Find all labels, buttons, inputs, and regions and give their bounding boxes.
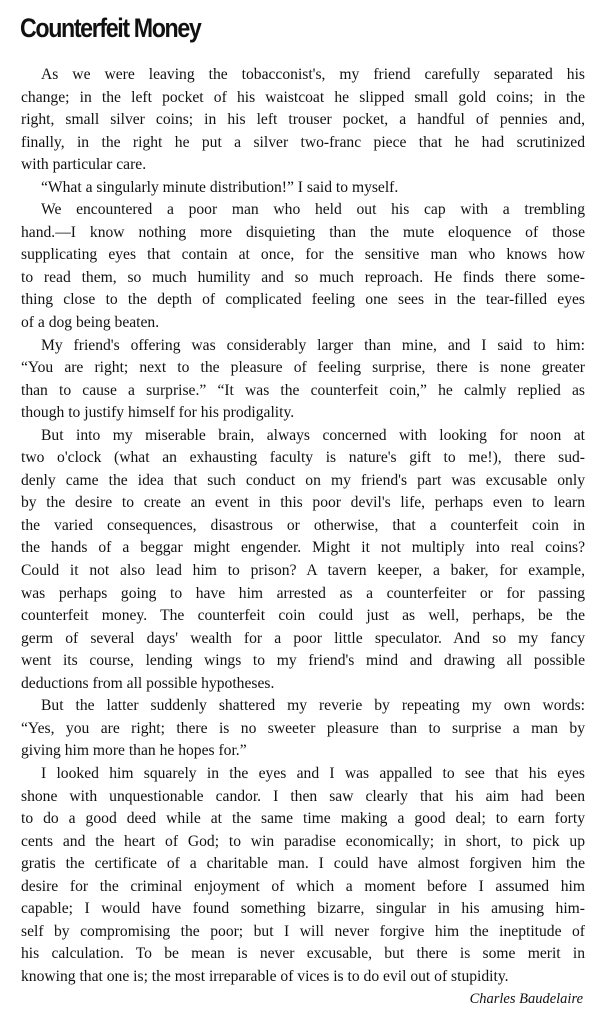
text-line: of a dog being beaten. <box>21 314 160 332</box>
document-title: Counterfeit Money <box>20 13 201 43</box>
paragraph <box>21 763 585 988</box>
text-line: finally, in the right he put a silver two-franc piece that he had scrutinized <box>21 133 585 151</box>
text-line: the hands of a beggar might engender. Might it not multiply into real coins? <box>21 539 585 557</box>
text-line: capable; I would have found something bizarre, singular in his amusing him- <box>21 900 585 918</box>
text-line: shone with unquestionable candor. I then saw clearly that his aim had been <box>21 787 585 805</box>
text-line: self by compromising the poor; but I will never forgive him the ineptitude of <box>21 922 585 940</box>
paragraph <box>21 695 585 763</box>
text-line: But into my miserable brain, always concerned with looking for noon at <box>41 426 585 444</box>
text-line: change; in the left pocket of his waistcoat he slipped small gold coins; in the <box>21 88 585 106</box>
paragraph <box>21 64 585 177</box>
text-line: two o'clock (what an exhausting faculty is nature's gift to me!), there sud- <box>21 449 585 467</box>
author-signature: Charles Baudelaire <box>469 991 583 1008</box>
text-line: But the latter suddenly shattered my reverie by repeating my own words: <box>41 697 585 715</box>
text-line: Could it not also lead him to prison? A tavern keeper, a baker, for example, <box>21 562 585 580</box>
text-line: As we were leaving the tobacconist's, my friend carefully separated his <box>41 66 585 83</box>
text-line: “You are right; next to the pleasure of feeling surprise, there is none greater <box>21 359 585 377</box>
paragraph <box>21 425 585 696</box>
text-line: his calculation. To be mean is never excusable, but there is some merit in <box>21 945 585 963</box>
text-line: cents and the heart of God; to win paradise economically; in short, to pick up <box>21 832 585 850</box>
text-line: though to justify himself for his prodigality. <box>21 404 295 422</box>
paragraph <box>21 199 585 334</box>
paragraph <box>21 335 585 425</box>
text-line: “Yes, you are right; there is no sweeter pleasure than to surprise a man by <box>21 719 585 737</box>
text-line: We encountered a poor man who held out his cap with a trembling <box>41 201 585 219</box>
text-line: to read them, so much humility and so much reproach. He finds there some- <box>21 268 585 286</box>
text-line: counterfeit money. The counterfeit coin could just as well, perhaps, be the <box>21 607 585 625</box>
text-line: knowing that one is; the most irreparable of vices is to do evil out of stupidity. <box>21 967 509 985</box>
text-line: I looked him squarely in the eyes and I was appalled to see that his eyes <box>41 764 585 782</box>
paragraph <box>21 177 585 200</box>
text-line: right, small silver coins; in his left trouser pocket, a handful of pennies and, <box>21 111 585 129</box>
text-line: than to cause a surprise.” “It was the counterfeit coin,” he calmly replied as <box>21 381 585 399</box>
text-line: went its course, lending wings to my friend's mind and drawing all possible <box>21 652 585 670</box>
text-line: by the desire to create an event in this poor devil's life, perhaps even to learn <box>21 494 585 512</box>
text-line: the varied consequences, disastrous or otherwise, that a counterfeit coin in <box>21 516 585 534</box>
document-body <box>21 64 585 1011</box>
text-line: hand.—I know nothing more disquieting than the mute eloquence of those <box>21 223 585 241</box>
text-line: giving him more than he hopes for.” <box>21 742 247 760</box>
text-line: My friend's offering was considerably larger than mine, and I said to him: <box>41 336 585 354</box>
text-line: to do a good deed while at the same time making a good deal; to earn forty <box>21 810 585 828</box>
text-line: thing close to the depth of complicated feeling one sees in the tear-filled eyes <box>21 291 585 309</box>
text-line: desire for the criminal enjoyment of which a moment before I assumed him <box>21 877 585 895</box>
text-line: germ of several days' wealth for a poor little speculator. And so my fancy <box>21 629 585 647</box>
text-line: was perhaps going to have him arrested as a counterfeiter or for passing <box>21 584 585 602</box>
text-line: with particular care. <box>21 156 147 174</box>
text-line: denly came the idea that such conduct on my friend's part was excusable only <box>21 471 585 489</box>
text-line: gratis the certificate of a charitable man. I could have almost forgiven him the <box>21 855 585 873</box>
text-line: “What a singularly minute distribution!” I said to myself. <box>41 178 399 196</box>
text-line: deductions from all possible hypotheses. <box>21 674 275 692</box>
text-line: supplicating eyes that contain at once, for the sensitive man who knows how <box>21 246 585 264</box>
